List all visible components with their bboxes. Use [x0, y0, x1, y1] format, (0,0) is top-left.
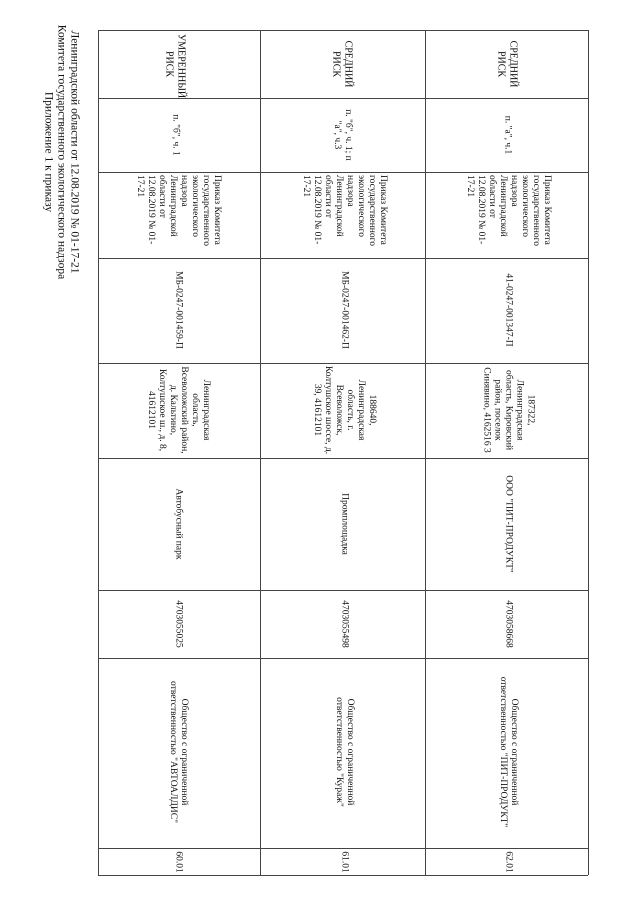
- row-3-risk: СРЕДНИЙ РИСК: [496, 40, 519, 88]
- row-3-code: 41-0247-001347-П: [503, 273, 514, 347]
- row-3-inn: 4703058668: [503, 600, 514, 648]
- column-divider: [98, 98, 588, 99]
- row-3-org: Общество с ограниченной ответственностью "ПИТ-ПРОДУКТ": [498, 676, 519, 828]
- row-2-number: 61.01: [339, 851, 350, 873]
- row-2-code: МБ-0247-001462-П: [339, 271, 350, 349]
- row-3-order: Приказ Комитета государственного экологического надзора Ленинградской области от 12.08.2019 № 01-17-21: [465, 175, 552, 247]
- row-3-address: 187322, Ленинградская область, Кировский район, поселок Синявино, 4162516 3: [481, 367, 536, 453]
- row-2-clause: п. "б", ч. 1; п "а", ч.3: [332, 109, 353, 161]
- row-2-object: Промплощадка: [339, 493, 350, 555]
- header-line-3: Ленинградской области от 12.08.2019 № 01-17-21: [68, 30, 81, 274]
- table-border-right: [588, 30, 589, 875]
- row-1-address: Ленинградская область, Всеволожский район, д. Кальтино, Колтушское ш., д. 8, 41612101: [146, 366, 211, 454]
- row-3-object: ООО "ПИТ-ПРОДУКТ": [503, 475, 514, 573]
- header-line-1: Приложение 1 к приказу: [42, 91, 55, 213]
- column-divider: [98, 590, 588, 591]
- row-2-org: Общество с ограниченной ответственностью "Кураж": [334, 697, 355, 807]
- table-border-top: [98, 30, 588, 31]
- row-1-order: Приказ Комитета государственного экологического надзора Ленинградской области от 12.08.2019 № 01-17-21: [135, 175, 222, 247]
- table-row-divider: [260, 30, 261, 875]
- header-line-2: Комитета государственного экологического надзора: [55, 24, 68, 280]
- table-border-left: [98, 30, 99, 875]
- row-1-inn: 4703055025: [173, 600, 184, 648]
- row-2-risk: СРЕДНИЙ РИСК: [331, 40, 354, 88]
- column-divider: [98, 458, 588, 459]
- row-1-org: Общество с ограниченной ответственностью "АВТОАЛДИС": [168, 681, 189, 823]
- row-1-object: Автобусный парк: [173, 488, 184, 560]
- row-3-number: 62.01: [503, 851, 514, 873]
- column-divider: [98, 658, 588, 659]
- row-1-clause: п. "б", ч. 1: [170, 114, 181, 156]
- row-3-clause: п. "а", ч.1: [502, 115, 513, 155]
- row-2-inn: 4703055498: [339, 600, 350, 648]
- row-1-number: 60.01: [173, 851, 184, 873]
- row-1-risk: УМЕРЕННЫЙ РИСК: [164, 34, 187, 99]
- row-2-address: 188640, Ленинградская область, г. Всеволожск, Колтушское шоссе, д. 39, 41612101: [312, 365, 377, 455]
- row-1-code: МБ-0247-001459-П: [173, 271, 184, 349]
- column-divider: [98, 258, 588, 259]
- row-2-order: Приказ Комитета государственного экологического надзора Ленинградской области от 12.08.2019 № 01-17-21: [301, 175, 388, 247]
- table-row-divider: [425, 30, 426, 875]
- column-divider: [98, 172, 588, 173]
